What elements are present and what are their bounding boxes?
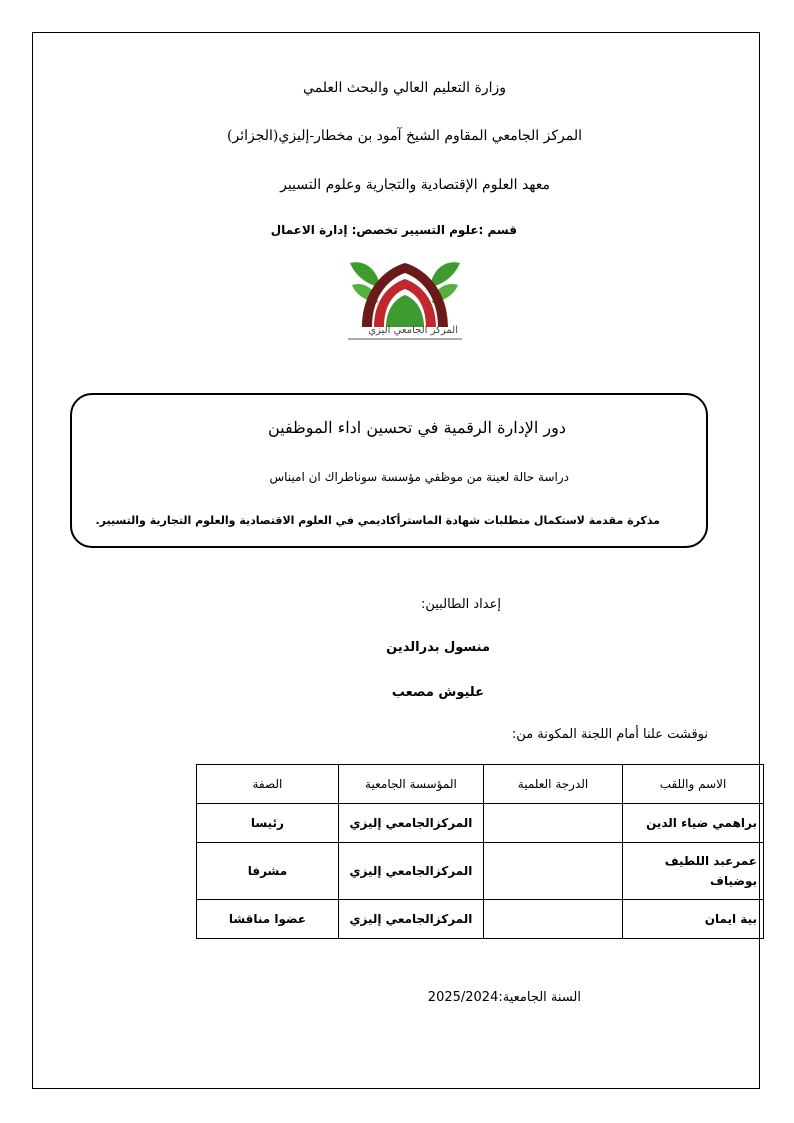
ministry-title: وزارة التعليم العالي والبحث العلمي <box>303 80 506 96</box>
header-institution: المؤسسة الجامعية <box>338 765 483 804</box>
center-title: المركز الجامعي المقاوم الشيخ آمود بن مخطار-إليزي(الجزائر) <box>227 128 582 144</box>
jury-role: مشرفا <box>197 843 339 900</box>
thesis-note: مذكرة مقدمة لاستكمال متطلبات شهادة الماسترأكاديمي في العلوم الاقتصادية والعلوم التجارية والتسيير. <box>95 514 660 527</box>
jury-rank <box>484 804 623 843</box>
header-role: الصفة <box>197 765 339 804</box>
jury-rank <box>484 843 623 900</box>
table-header-row <box>197 765 764 804</box>
table-row <box>197 843 764 900</box>
jury-institution: المركزالجامعي إليزي <box>338 900 483 939</box>
jury-name: عمرعبد اللطيف بوضياف <box>623 843 764 900</box>
logo-caption: المركز الجامعي اليزي <box>368 325 458 336</box>
jury-role: رئيسا <box>197 804 339 843</box>
university-logo <box>344 255 466 349</box>
jury-institution: المركزالجامعي إليزي <box>338 804 483 843</box>
thesis-subtitle: دراسة حالة لعينة من موظفي مؤسسة سوناطراك ان اميناس <box>269 470 569 484</box>
jury-name: بية ايمان <box>623 900 764 939</box>
student-name-2: عليوش مصعب <box>391 685 484 700</box>
jury-name: براهمي ضياء الدين <box>623 804 764 843</box>
header-rank: الدرجة العلمية <box>484 765 623 804</box>
institute-title: معهد العلوم الإقتصادية والتجارية وعلوم التسيير <box>280 177 550 193</box>
jury-rank <box>484 900 623 939</box>
students-label: إعداد الطالبين: <box>420 597 501 612</box>
table-row <box>197 804 764 843</box>
thesis-title: دور الإدارة الرقمية في تحسين اداء الموظفين <box>267 418 566 437</box>
student-name-1: منسول بدرالدين <box>386 640 490 655</box>
department-line: قسم :علوم التسيير تخصص: إدارة الاعمال <box>270 223 517 237</box>
jury-table <box>196 764 764 939</box>
academic-year: السنة الجامعية:2025/2024 <box>427 990 581 1005</box>
committee-label: نوقشت علنا أمام اللجنة المكونة من: <box>511 727 708 742</box>
jury-institution: المركزالجامعي إليزي <box>338 843 483 900</box>
header-name: الاسم واللقب <box>623 765 764 804</box>
table-row <box>197 900 764 939</box>
jury-role: عضوا مناقشا <box>197 900 339 939</box>
